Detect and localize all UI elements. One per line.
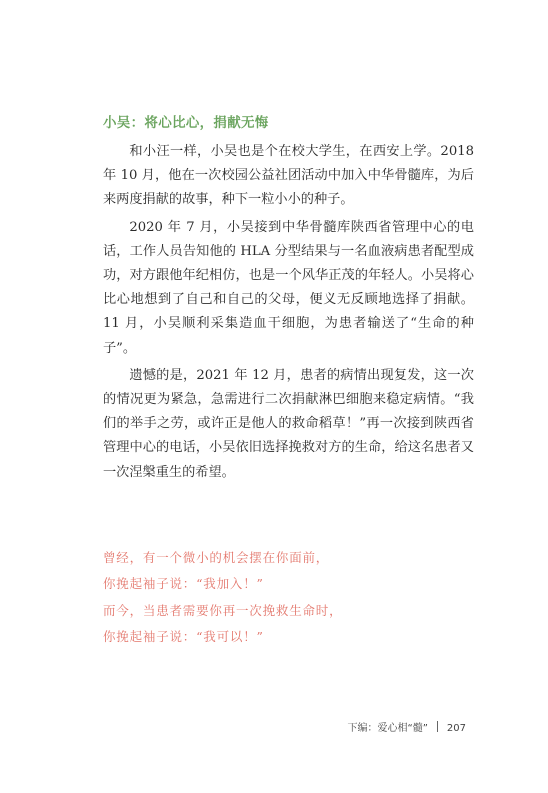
- poem-line-1: 曾经，有一个微小的机会摆在你面前，: [103, 550, 330, 565]
- paragraph-2: 2020 年 7 月，小吴接到中华骨髓库陕西省管理中心的电话，工作人员告知他的 HLA 分型结果与一名血液病患者配型成功，对方跟他年纪相仿，也是一个风华正茂的年轻人。小吴将心比心地想到了自己和自己的父母，便义无反顾地选择了捐献。11 月，小吴顺利采集造血干细胞，为患者输送了“生命的种子”。: [103, 219, 474, 356]
- page-number: 207: [446, 723, 466, 734]
- footer-divider: [437, 721, 438, 732]
- poem: [103, 545, 342, 650]
- running-title: 下编：爱心相“髓”: [347, 723, 428, 734]
- paragraph-3: 遗憾的是，2021 年 12 月，患者的病情出现复发，这一次的情况更为紧急，急需进行二次捐献淋巴细胞来稳定病情。“我们的举手之劳，或许正是他人的救命稻草！”再一次接到陕西省管理中心的电话，小吴依旧选择挽救对方的生命，给这名患者又一次涅槃重生的希望。: [103, 367, 474, 480]
- poem-line-3: 而今，当患者需要你再一次挽救生命时，: [103, 602, 343, 618]
- poem-line-4: 你挽起袖子说：“我可以！”: [103, 628, 264, 644]
- page-footer: [348, 719, 466, 734]
- paragraph-1: 和小汪一样，小吴也是个在校大学生，在西安上学。2018 年 10 月，他在一次校园公益社团活动中加入中华骨髓库，为后来两度捐献的故事，种下一粒小小的种子。: [103, 144, 474, 208]
- body-text: [103, 140, 474, 488]
- poem-line-2: 你挽起袖子说：“我加入！”: [103, 576, 264, 592]
- section-heading: 小吴：将心比心，捐献无悔: [103, 115, 269, 131]
